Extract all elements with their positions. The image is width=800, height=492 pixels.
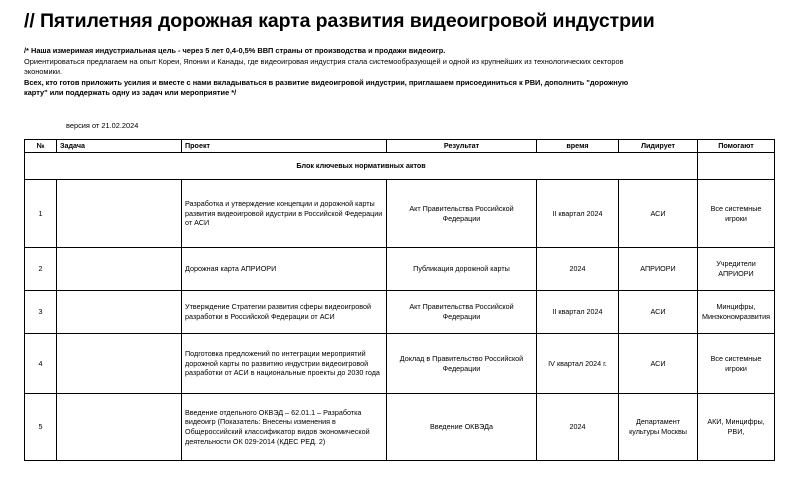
section-empty-cell [698, 153, 775, 180]
row-task [57, 291, 182, 334]
row-num: 2 [25, 248, 57, 291]
row-lead: АПРИОРИ [619, 248, 698, 291]
row-project: Утверждение Стратегии развития сферы видеоигровой разработки в Российской Федерации от АСИ [182, 291, 387, 334]
page-title: // Пятилетняя дорожная карта развития видеоигровой индустрии [24, 10, 655, 32]
section-row [25, 153, 775, 180]
section-title: Блок ключевых нормативных актов [25, 153, 698, 180]
roadmap-table [24, 139, 775, 461]
row-lead: АСИ [619, 334, 698, 394]
row-lead: АСИ [619, 291, 698, 334]
header-project: Проект [182, 140, 387, 153]
row-lead: Департамент культуры Москвы [619, 394, 698, 461]
header-result: Результат [387, 140, 537, 153]
row-num: 3 [25, 291, 57, 334]
row-time: 2024 [537, 248, 619, 291]
row-result: Введение ОКВЭДа [387, 394, 537, 461]
intro-invitation-line: Всех, кто готов приложить усилия и вместе с нами вкладываться в развитие видеоигровой индустрии, приглашаем присоединиться к РВИ, дополнить "дорожную карту" или поддержать одну из задач или мероприятие */ [24, 77, 629, 98]
row-task [57, 248, 182, 291]
row-num: 1 [25, 180, 57, 248]
row-help: Минцифры, Минэкономразвития [698, 291, 775, 334]
table-row [25, 180, 775, 248]
header-help: Помогают [698, 140, 775, 153]
row-result: Акт Правительства Российской Федерации [387, 180, 537, 248]
row-result: Доклад в Правительство Российской Федерации [387, 334, 537, 394]
row-task [57, 180, 182, 248]
intro-goal-line: /* Наша измеримая индустриальная цель - через 5 лет 0,4-0,5% ВВП страны от производства и продажи видеоигр. [24, 46, 446, 55]
row-project: Подготовка предложений по интеграции мероприятий дорожной карты по развитию индустрии видеоигровой разработки от АСИ в национальные проекты до 2030 года [182, 334, 387, 394]
table-header-row [25, 140, 775, 153]
row-lead: АСИ [619, 180, 698, 248]
table-row [25, 291, 775, 334]
row-project: Введение отдельного ОКВЭД – 62.01.1 – Разработка видеоигр (Показатель: Внесены изменения в Общероссийский классификатор видов экономической деятельности ОК 029-2014 (КДЕС РЕД. 2) [182, 394, 387, 461]
row-help: Учредители АПРИОРИ [698, 248, 775, 291]
row-time: 2024 [537, 394, 619, 461]
row-project: Дорожная карта АПРИОРИ [182, 248, 387, 291]
row-help: АКИ, Минцифры, РВИ, [698, 394, 775, 461]
version-label: версия от 21.02.2024 [66, 121, 139, 130]
table-row [25, 334, 775, 394]
row-num: 4 [25, 334, 57, 394]
row-help: Все системные игроки [698, 180, 775, 248]
header-lead: Лидирует [619, 140, 698, 153]
header-num: № [25, 140, 57, 153]
row-time: IV квартал 2024 г. [537, 334, 619, 394]
row-time: II квартал 2024 [537, 291, 619, 334]
row-task [57, 394, 182, 461]
intro-orientation-line: Ориентироваться предлагаем на опыт Кореи, Японии и Канады, где видеоигровая индустрия стала системообразующей и одной из крупнейших из технологических секторов экономики. [24, 56, 624, 77]
table-row [25, 394, 775, 461]
row-project: Разработка и утверждение концепции и дорожной карты развития видеоигровой идустрии в Российской Федерации от АСИ [182, 180, 387, 248]
header-task: Задача [57, 140, 182, 153]
row-result: Публикация дорожной карты [387, 248, 537, 291]
header-time: время [537, 140, 619, 153]
table-row [25, 248, 775, 291]
row-result: Акт Правительства Российской Федерации [387, 291, 537, 334]
intro-text [24, 46, 644, 99]
row-num: 5 [25, 394, 57, 461]
row-time: II квартал 2024 [537, 180, 619, 248]
row-task [57, 334, 182, 394]
row-help: Все системные игроки [698, 334, 775, 394]
